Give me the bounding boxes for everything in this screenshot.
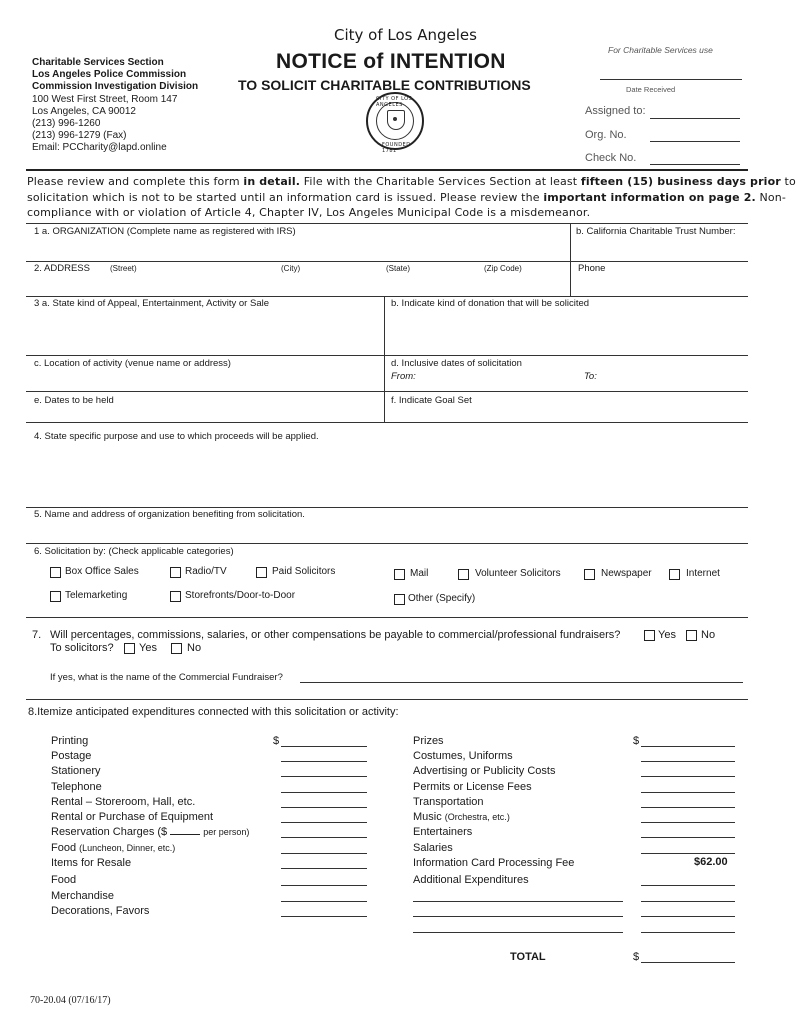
address-line-email: Email: PCCharity@lapd.online bbox=[32, 142, 167, 153]
field-3c-location[interactable]: c. Location of activity (venue name or address) bbox=[34, 358, 231, 369]
instructions-line-3: compliance with or violation of Article 4, Chapter IV, Los Angeles Municipal Code is a misdemeanor. bbox=[27, 206, 591, 219]
checkbox-radio-tv[interactable] bbox=[170, 567, 181, 578]
expense-label-permits: Permits or License Fees bbox=[413, 781, 532, 793]
expense-amount-costumes[interactable] bbox=[641, 761, 735, 762]
total-dollar: $ bbox=[633, 951, 640, 963]
address-line-fax: (213) 996-1279 (Fax) bbox=[32, 130, 127, 141]
expense-amount-telephone[interactable] bbox=[281, 792, 367, 793]
city-title: City of Los Angeles bbox=[334, 26, 477, 44]
expense-label-entertainers: Entertainers bbox=[413, 826, 473, 838]
checkbox-box-office-sales[interactable] bbox=[50, 567, 61, 578]
instructions-line-2: solicitation which is not to be started until an information card is issued. Please review the important information on page 2. Non- bbox=[27, 191, 786, 204]
q7-yes-checkbox[interactable] bbox=[644, 630, 655, 641]
expense-amount-food-luncheon[interactable] bbox=[281, 853, 367, 854]
expense-additional-desc-1[interactable] bbox=[413, 901, 623, 902]
expense-label-salaries: Salaries bbox=[413, 842, 453, 854]
field-3d-dates[interactable]: d. Inclusive dates of solicitation bbox=[391, 358, 522, 369]
expense-label-transportation: Transportation bbox=[413, 796, 484, 808]
label-telemarketing: Telemarketing bbox=[65, 590, 128, 601]
grid-line bbox=[26, 223, 748, 224]
field-3d-to[interactable]: To: bbox=[584, 371, 597, 382]
check-no-label: Check No. bbox=[585, 152, 637, 164]
expense-amount-decorations[interactable] bbox=[281, 916, 367, 917]
address-line-city: Los Angeles, CA 90012 bbox=[32, 106, 136, 117]
expense-label-stationery: Stationery bbox=[51, 765, 101, 777]
field-2-state-label: (State) bbox=[386, 264, 411, 273]
expense-label-reservation: Reservation Charges ($ per person) bbox=[51, 826, 250, 838]
expense-label-telephone: Telephone bbox=[51, 781, 102, 793]
grid-divider bbox=[384, 296, 385, 422]
expense-amount-merchandise[interactable] bbox=[281, 901, 367, 902]
field-2-street-label: (Street) bbox=[110, 264, 137, 273]
org-no-field[interactable] bbox=[650, 141, 740, 142]
expense-label-advertising: Advertising or Publicity Costs bbox=[413, 765, 556, 777]
label-other: Other (Specify) bbox=[408, 593, 476, 604]
assigned-to-field[interactable] bbox=[650, 118, 740, 119]
office-use-label: For Charitable Services use bbox=[608, 45, 713, 55]
expense-amount-postage[interactable] bbox=[281, 761, 367, 762]
form-number: 70-20.04 (07/16/17) bbox=[30, 995, 111, 1006]
notice-subtitle: TO SOLICIT CHARITABLE CONTRIBUTIONS bbox=[238, 77, 531, 93]
field-3d-from[interactable]: From: bbox=[391, 371, 416, 382]
checkbox-mail[interactable] bbox=[394, 569, 405, 580]
field-2-phone[interactable]: Phone bbox=[578, 263, 606, 274]
label-radio-tv: Radio/TV bbox=[185, 566, 227, 577]
check-no-field[interactable] bbox=[650, 164, 740, 165]
grid-line bbox=[26, 391, 748, 392]
address-line-commission: Los Angeles Police Commission bbox=[32, 69, 187, 80]
field-3e-dates-held[interactable]: e. Dates to be held bbox=[34, 395, 114, 406]
expense-amount-stationery[interactable] bbox=[281, 776, 367, 777]
grid-divider bbox=[570, 261, 571, 296]
q7-yes-label: Yes bbox=[658, 629, 676, 641]
checkbox-telemarketing[interactable] bbox=[50, 591, 61, 602]
label-volunteer-solicitors: Volunteer Solicitors bbox=[475, 568, 561, 579]
expense-amount-transportation[interactable] bbox=[641, 807, 735, 808]
address-line-street: 100 West First Street, Room 147 bbox=[32, 94, 178, 105]
expense-amount-salaries[interactable] bbox=[641, 853, 735, 854]
q7-solicitors-question: To solicitors? bbox=[50, 642, 114, 654]
city-seal-logo: CITY OF LOS ANGELES FOUNDED 1781 bbox=[366, 92, 424, 150]
grid-line bbox=[26, 296, 748, 297]
field-3b-donation-kind[interactable]: b. Indicate kind of donation that will be solicited bbox=[391, 298, 590, 309]
label-mail: Mail bbox=[410, 568, 429, 579]
expense-label-merchandise: Merchandise bbox=[51, 890, 114, 902]
q8-title: 8.Itemize anticipated expenditures connected with this solicitation or activity: bbox=[28, 706, 399, 718]
expense-amount-processing-fee: $62.00 bbox=[694, 856, 728, 868]
expense-label-items-resale: Items for Resale bbox=[51, 857, 132, 869]
date-received-label: Date Received bbox=[626, 85, 676, 94]
q7-no-checkbox[interactable] bbox=[686, 630, 697, 641]
label-internet: Internet bbox=[686, 568, 720, 579]
expense-additional-desc-2[interactable] bbox=[413, 916, 623, 917]
field-6-solicitation-by: 6. Solicitation by: (Check applicable categories) bbox=[34, 546, 234, 557]
q7-fundraiser-label: If yes, what is the name of the Commercial Fundraiser? bbox=[50, 672, 283, 683]
expense-amount-reservation[interactable] bbox=[281, 837, 367, 838]
label-newspaper: Newspaper bbox=[601, 568, 652, 579]
expense-amount-printing[interactable] bbox=[281, 746, 367, 747]
expense-label-food-luncheon: Food (Luncheon, Dinner, etc.) bbox=[51, 842, 176, 854]
expense-label-rental-storeroom: Rental – Storeroom, Hall, etc. bbox=[51, 796, 196, 808]
q7-no-label: No bbox=[701, 629, 716, 641]
expense-amount-prizes[interactable] bbox=[641, 746, 735, 747]
total-amount-field[interactable] bbox=[641, 962, 735, 963]
q7-solicitors-no-checkbox[interactable] bbox=[171, 643, 182, 654]
field-5-beneficiary[interactable]: 5. Name and address of organization benefiting from solicitation. bbox=[34, 509, 305, 520]
field-1b-trust-number[interactable]: b. California Charitable Trust Number: bbox=[576, 226, 736, 237]
field-2-zip-label: (Zip Code) bbox=[484, 264, 522, 273]
field-4-purpose[interactable]: 4. State specific purpose and use to which proceeds will be applied. bbox=[34, 431, 319, 442]
q7-number: 7. bbox=[32, 629, 42, 641]
field-1a-organization[interactable]: 1 a. ORGANIZATION (Complete name as registered with IRS) bbox=[34, 226, 296, 237]
expense-additional-desc-3[interactable] bbox=[413, 932, 623, 933]
expense-dollar-right: $ bbox=[633, 735, 640, 747]
notice-title: NOTICE of INTENTION bbox=[276, 50, 506, 73]
expense-label-additional: Additional Expenditures bbox=[413, 874, 529, 886]
expense-label-processing-fee: Information Card Processing Fee bbox=[413, 857, 575, 869]
grid-line bbox=[26, 699, 748, 700]
address-line-phone: (213) 996-1260 bbox=[32, 118, 101, 129]
label-storefronts: Storefronts/Door-to-Door bbox=[185, 590, 296, 601]
checkbox-storefronts[interactable] bbox=[170, 591, 181, 602]
expense-label-prizes: Prizes bbox=[413, 735, 444, 747]
expense-amount-additional[interactable] bbox=[641, 885, 735, 886]
checkbox-newspaper[interactable] bbox=[584, 569, 595, 580]
expense-amount-additional-3[interactable] bbox=[641, 916, 735, 917]
assigned-to-label: Assigned to: bbox=[585, 105, 646, 117]
org-no-label: Org. No. bbox=[585, 129, 627, 141]
expense-label-food: Food bbox=[51, 874, 77, 886]
expense-label-rental-equipment: Rental or Purchase of Equipment bbox=[51, 811, 214, 823]
grid-divider bbox=[570, 223, 571, 261]
expense-amount-rental-storeroom[interactable] bbox=[281, 807, 367, 808]
expense-label-postage: Postage bbox=[51, 750, 92, 762]
field-3a-appeal-kind[interactable]: 3 a. State kind of Appeal, Entertainment, Activity or Sale bbox=[34, 298, 269, 309]
expense-amount-food[interactable] bbox=[281, 885, 367, 886]
expense-label-decorations: Decorations, Favors bbox=[51, 905, 150, 917]
q7-solicitors-yes-label: Yes bbox=[139, 642, 157, 654]
expense-amount-music[interactable] bbox=[641, 822, 735, 823]
expense-amount-advertising[interactable] bbox=[641, 776, 735, 777]
label-box-office-sales: Box Office Sales bbox=[65, 566, 139, 577]
total-label: TOTAL bbox=[510, 951, 546, 963]
address-line-division: Commission Investigation Division bbox=[32, 81, 199, 92]
grid-line bbox=[26, 422, 748, 423]
checkbox-internet[interactable] bbox=[669, 569, 680, 580]
expense-label-music: Music (Orchestra, etc.) bbox=[413, 811, 510, 823]
grid-line bbox=[26, 617, 748, 618]
address-line-section: Charitable Services Section bbox=[32, 57, 164, 68]
expense-amount-items-resale[interactable] bbox=[281, 868, 367, 869]
instructions-line-1: Please review and complete this form in detail. File with the Charitable Services Section at least fifteen (15) business days prior to bbox=[27, 175, 796, 188]
grid-line bbox=[26, 355, 748, 356]
header-divider bbox=[26, 169, 748, 171]
expense-amount-permits[interactable] bbox=[641, 792, 735, 793]
field-2-address[interactable]: 2. ADDRESS bbox=[34, 263, 90, 274]
label-paid-solicitors: Paid Solicitors bbox=[272, 566, 336, 577]
checkbox-paid-solicitors[interactable] bbox=[256, 567, 267, 578]
expense-dollar-left: $ bbox=[273, 735, 280, 747]
q7-fundraiser-field[interactable] bbox=[300, 682, 743, 683]
expense-label-printing: Printing bbox=[51, 735, 89, 747]
field-3f-goal[interactable]: f. Indicate Goal Set bbox=[391, 395, 472, 406]
expense-label-costumes: Costumes, Uniforms bbox=[413, 750, 513, 762]
q7-solicitors-no-label: No bbox=[187, 642, 202, 654]
checkbox-volunteer-solicitors[interactable] bbox=[458, 569, 469, 580]
expense-amount-additional-2[interactable] bbox=[641, 901, 735, 902]
expense-amount-entertainers[interactable] bbox=[641, 837, 735, 838]
grid-line bbox=[26, 507, 748, 508]
date-received-line[interactable] bbox=[600, 79, 742, 80]
expense-amount-additional-4[interactable] bbox=[641, 932, 735, 933]
q7-question: Will percentages, commissions, salaries, or other compensations be payable to commercial/professional fundraisers? bbox=[50, 629, 621, 641]
checkbox-other[interactable] bbox=[394, 594, 405, 605]
field-2-city-label: (City) bbox=[281, 264, 301, 273]
q7-solicitors-yes-checkbox[interactable] bbox=[124, 643, 135, 654]
grid-line bbox=[26, 261, 748, 262]
grid-line bbox=[26, 543, 748, 544]
expense-amount-rental-equipment[interactable] bbox=[281, 822, 367, 823]
